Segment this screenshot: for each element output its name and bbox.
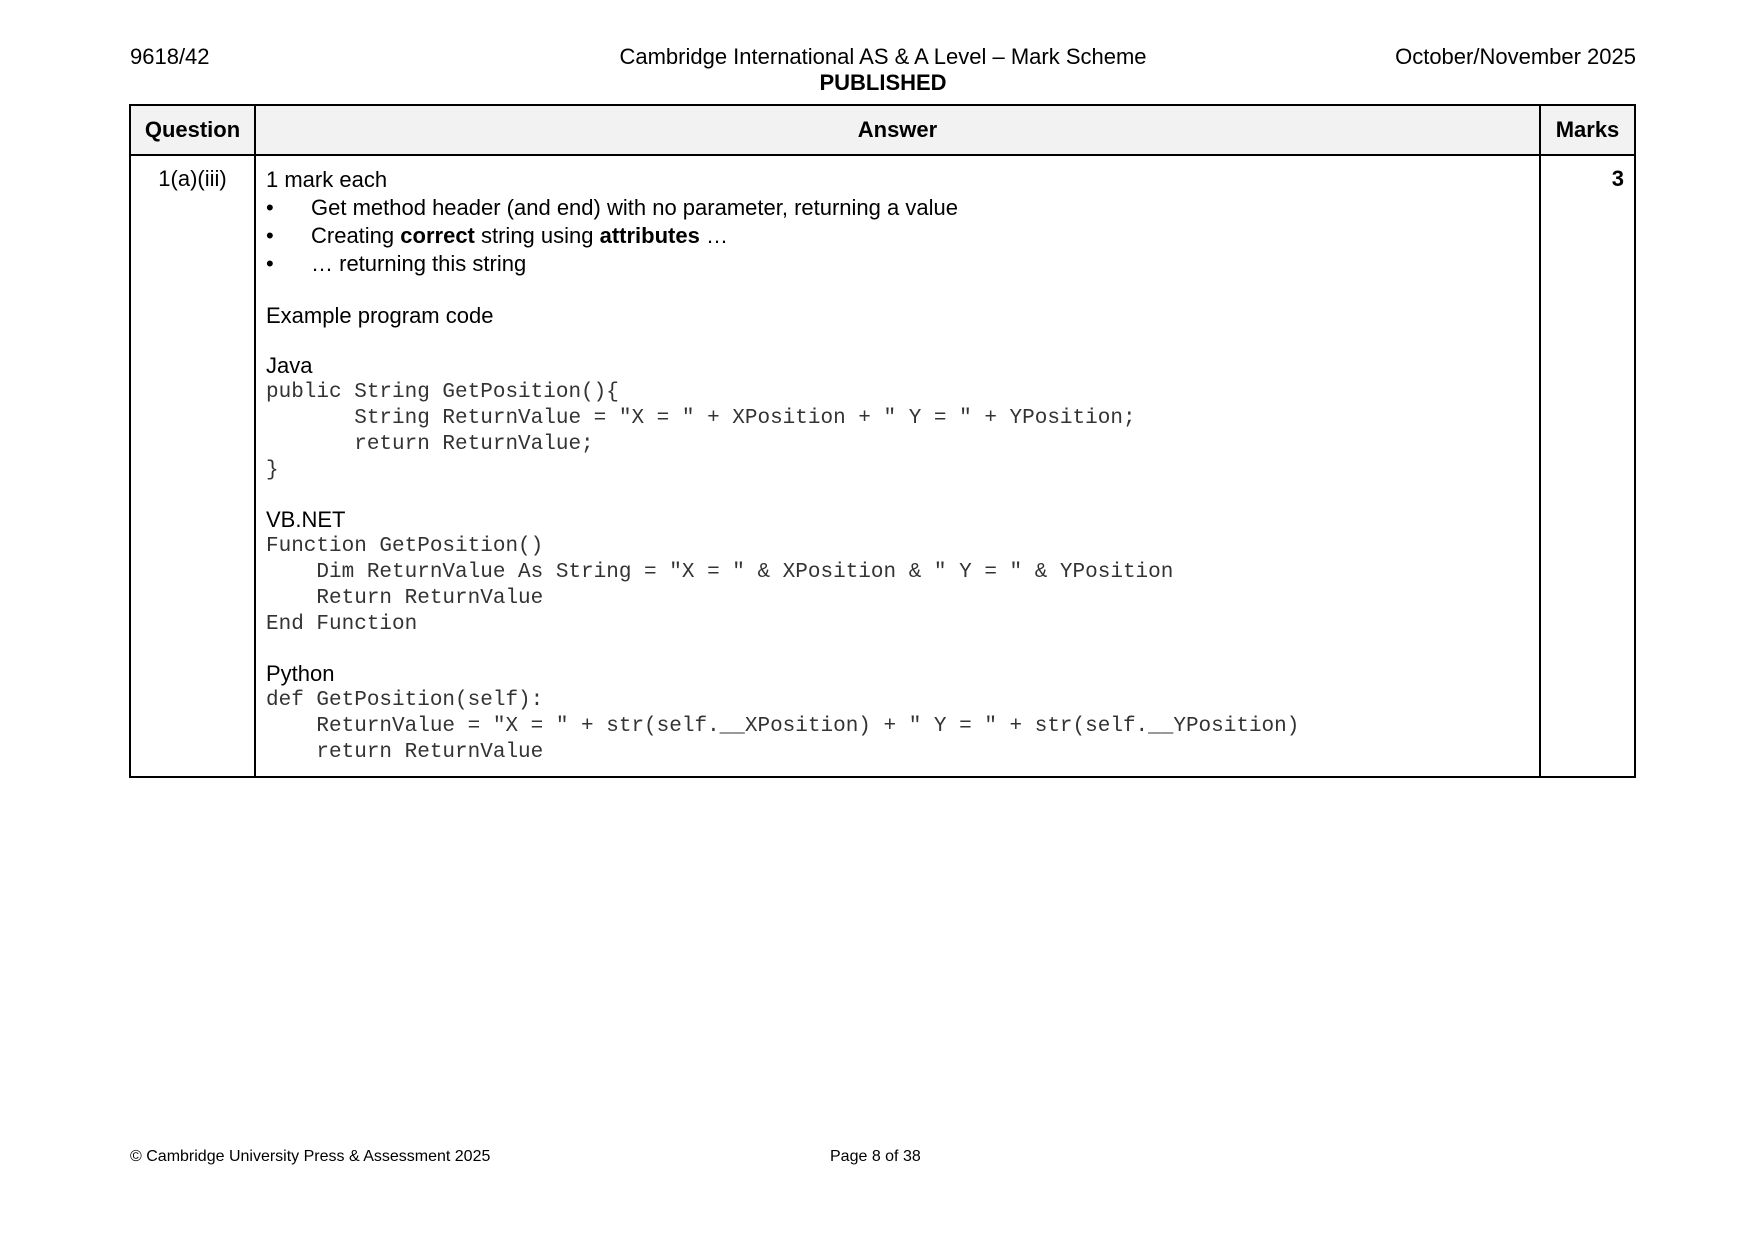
code-examples <box>266 352 1529 766</box>
code-block: public String GetPosition(){ String ReturnValue = "X = " + XPosition + " Y = " + YPosition; return ReturnValue; } <box>266 381 1136 482</box>
table-header-row <box>130 105 1635 155</box>
column-header-marks: Marks <box>1540 105 1635 155</box>
example-heading: Example program code <box>266 303 494 328</box>
point-text: Get method header (and end) with no parameter, returning a value <box>311 195 958 220</box>
page-header <box>130 44 1636 100</box>
point-text: string using <box>474 223 600 248</box>
marks-value: 3 <box>1540 155 1635 777</box>
column-header-question: Question <box>130 105 255 155</box>
marking-intro: 1 mark each <box>266 167 388 192</box>
language-label: Java <box>266 353 313 378</box>
code-block: Function GetPosition() Dim ReturnValue As String = "X = " & XPosition & " Y = " & YPosition Return ReturnValue End Function <box>266 535 1174 636</box>
point-text: … returning this string <box>311 251 527 276</box>
marking-point <box>266 222 1529 250</box>
mark-scheme-table <box>129 104 1636 778</box>
code-block: def GetPosition(self): ReturnValue = "X = " + str(self.__XPosition) + " Y = " + str(self.__YPosition) return ReturnValue <box>266 689 1300 764</box>
emphasis-text: correct <box>400 223 475 248</box>
document-title: Cambridge International AS & A Level – Mark Scheme <box>619 44 1147 69</box>
emphasis-text: attributes <box>599 223 700 248</box>
point-text: Creating <box>311 223 401 248</box>
question-number: 1(a)(iii) <box>130 155 255 777</box>
answer-cell <box>255 155 1540 777</box>
table-row <box>130 155 1635 777</box>
marking-point <box>266 194 1529 222</box>
marking-point <box>266 250 1529 278</box>
published-label: PUBLISHED <box>819 70 947 95</box>
point-text: … <box>699 223 728 248</box>
page-number: Page 8 of 38 <box>830 1148 921 1165</box>
language-label: VB.NET <box>266 507 346 532</box>
exam-session: October/November 2025 <box>1395 44 1636 69</box>
copyright-notice: © Cambridge University Press & Assessment 2025 <box>130 1148 491 1165</box>
marking-points <box>266 194 1529 278</box>
syllabus-code: 9618/42 <box>130 44 210 69</box>
language-label: Python <box>266 661 335 686</box>
column-header-answer: Answer <box>255 105 1540 155</box>
